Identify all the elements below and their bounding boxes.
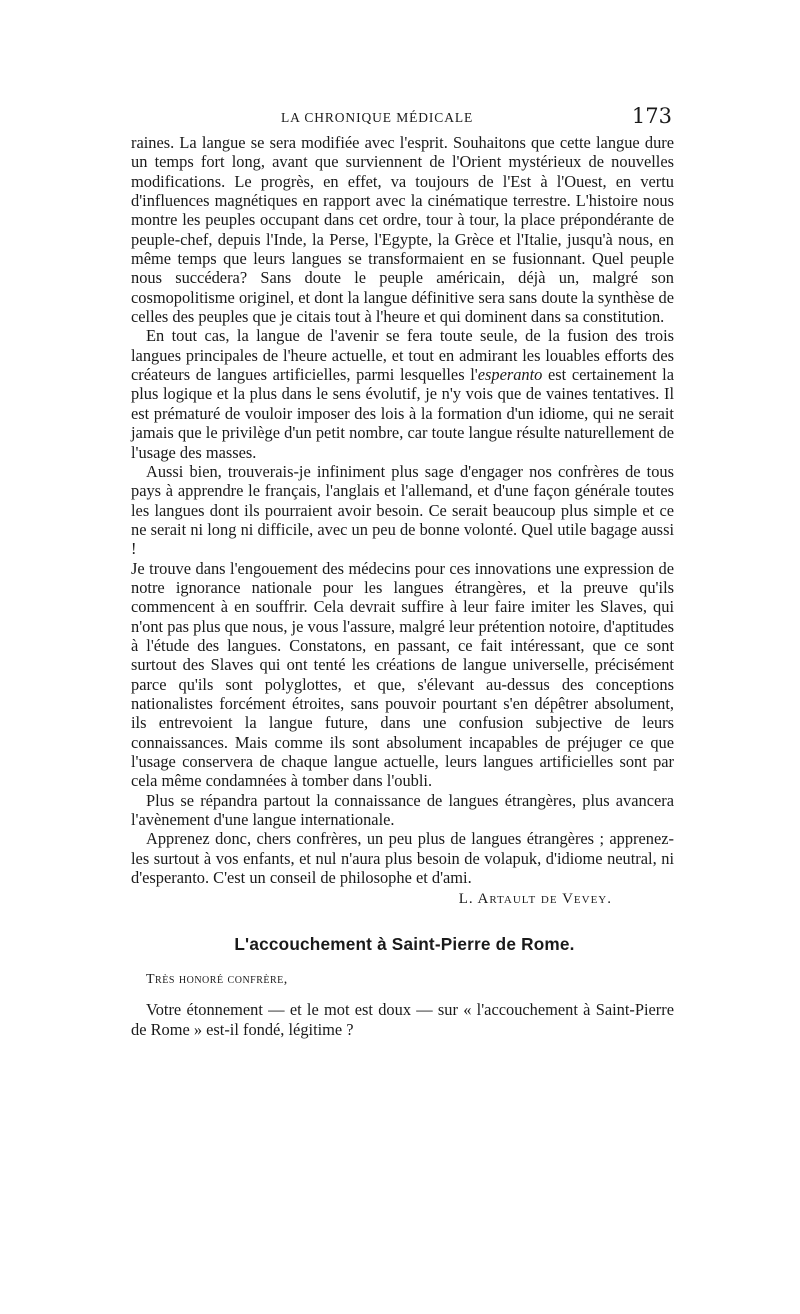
salutation: Très honoré confrère, <box>146 972 288 988</box>
letter-opening: Votre étonnement — et le mot est doux — sur « l'accouchement à Saint-Pierre de Rome » est-il fondé, légitime ? <box>131 1000 674 1039</box>
paragraph-text: est certainement la plus logique et la plus dans le sens évolutif, je n'y vois que de vaines tentatives. Il est prématuré de vouloir imposer des lois à la formation d'un idiome, qui ne serait jamais que le privilège d'un petit nombre, car toute langue résulte naturellement de l'usage des masses. <box>131 365 674 462</box>
paragraph-spread: Plus se répandra partout la connaissance de langues étrangères, plus avancera l'avènement d'une langue internationale. <box>131 790 674 830</box>
italic-term: esperanto <box>477 365 543 385</box>
author-signature: L. Artault de Vevey. <box>458 891 612 908</box>
paragraph-text: En tout cas, la langue de l'avenir se fera toute seule, de la fusion des trois langues principales de l'heure actuelle, et tout en admirant les louables efforts des créateurs de langues artificielles, parmi lesquelles l' <box>131 326 674 385</box>
paragraph-advice: Apprenez donc, chers confrères, un peu plus de langues étrangères ; apprenez-les surtout à vos enfants, et nul n'aura plus besoin de volapuk, d'idiome neutral, ni d'esperanto. C'est un conseil de philosophe et d'ami. <box>131 829 674 888</box>
page-number: 173 <box>631 104 672 128</box>
paragraph-language-future <box>131 326 674 461</box>
paragraph-slaves: Je trouve dans l'engouement des médecins pour ces innovations une expression de notre ignorance nationale pour les langues étrangères, et la preuve qu'ils commencent à en souffrir. Cela devrait suffire à leur faire imiter les Slaves, qui n'ont pas plus que nous, je vous l'assure, malgré leur prétention notoire, d'aptitudes à l'étude des langues. Constatons, en passant, ce fait intéressant, que ce sont surtout des Slaves qui ont tenté les créations de langue universelle, précisément parce qu'ils sont polyglottes, et que, s'élevant au-dessus des conceptions nationalistes forcément étroites, sans pouvoir pourtant s'en dépêtrer absolument, ils entrevoient la langue future, dans une confusion subjective de leurs connaissances. Mais comme ils sont absolument incapables de préjuger ce que l'usage conservera de chaque langue actuelle, leurs langues artificielles sont par cela même condamnées à tomber dans l'oubli. <box>131 558 674 791</box>
article-title: L'accouchement à Saint-Pierre de Rome. <box>234 934 575 955</box>
running-title: LA CHRONIQUE MÉDICALE <box>281 110 474 125</box>
paragraph-continued: raines. La langue se sera modifiée avec l'esprit. Souhaitons que cette langue dure un temps fort long, avant que surviennent de l'Orient mystérieux de nouvelles modifications. Le progrès, en effet, va toujours de l'Est à l'Ouest, en vertu d'influences magnétiques en rapport avec la cinématique terrestre. L'histoire nous montre les peuples occupant dans cet ordre, tour à tour, la place prépondérante de peuple-chef, depuis l'Inde, la Perse, l'Egypte, la Grèce et l'Italie, jusqu'à nous, en même temps que leurs langues se transformaient en se fusionnant. Quel peuple nous succédera? Sans doute le peuple américain, déjà un, malgré son cosmopolitisme originel, et dont la langue définitive sera sans doute la synthèse de celles des peuples que je citais tout à l'heure et qui dominent dans sa constitution. <box>131 133 674 327</box>
paragraph-learn-languages: Aussi bien, trouverais-je infiniment plus sage d'engager nos confrères de tous pays à apprendre le français, l'anglais et l'allemand, et d'une façon générale toutes les langues dont ils pourraient avoir besoin. Ce serait beaucoup plus simple et ce ne serait ni long ni difficile, avec un peu de bonne volonté. Quel utile bagage aussi ! <box>131 461 674 559</box>
page-body <box>131 133 674 1039</box>
running-head <box>131 104 674 132</box>
